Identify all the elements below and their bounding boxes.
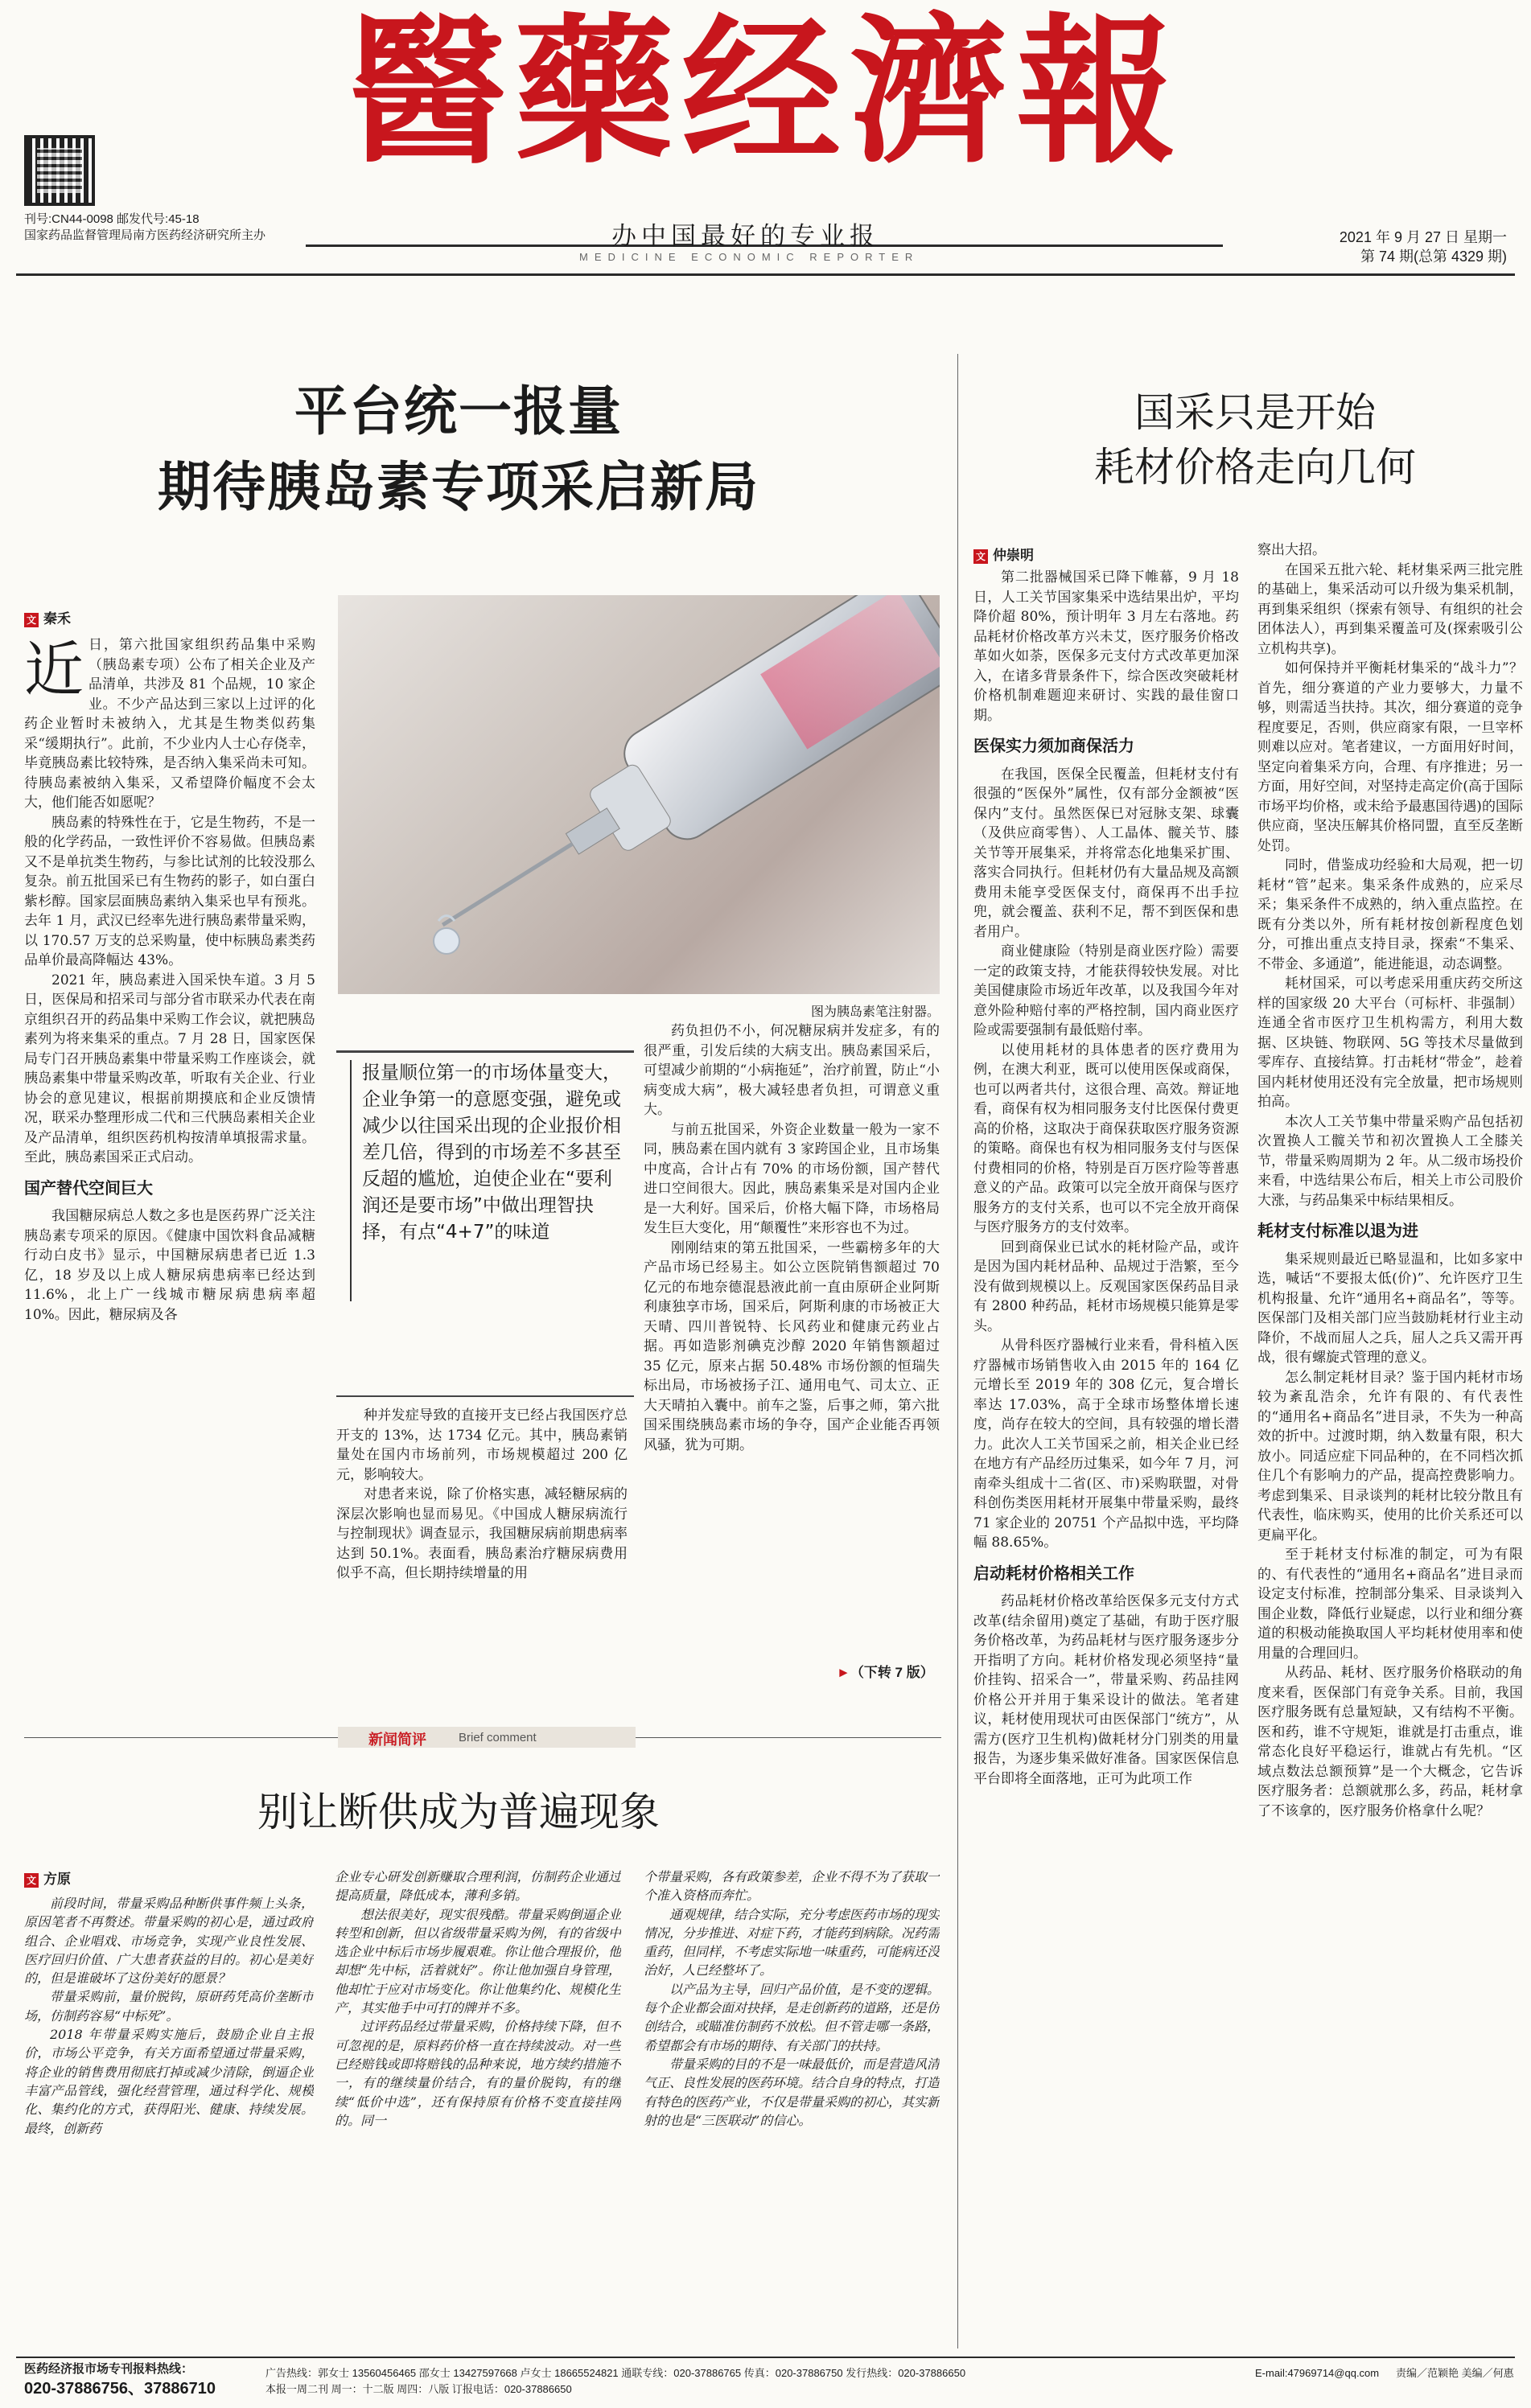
- footer-rule: [16, 2357, 1515, 2358]
- main-author: [24, 607, 71, 627]
- right-author: [973, 544, 1034, 564]
- right-column-1: [973, 568, 1239, 2345]
- section-heading: 启动耗材价格相关工作: [973, 1564, 1134, 1583]
- insulin-pen-photo: [338, 595, 940, 994]
- paragraph: 至于耗材支付标准的制定，可为有限的、有代表性的“通用名+商品名”进目录而设定支付标准，控制部分集采、目录谈判入围企业数，降低行业疑虑，以行业和细分赛道的积极动能换取国人平均耗材使用率和使用量的合理回归。: [1257, 1547, 1523, 1662]
- pullquote-side-rule: [350, 1060, 352, 1301]
- lead-character: 近: [24, 635, 84, 705]
- brief-column-2: [335, 1868, 621, 2350]
- publisher-text: 国家药品监督管理局南方医药经济研究所主办: [24, 228, 266, 242]
- main-column-3: [644, 1021, 940, 1665]
- paragraph: 药负担仍不小，何况糖尿病并发症多，有的很严重，引发后续的大病支出。胰岛素国采后，可望减少前期的“小病拖延”，治疗前置，防止“小病变成大病”，极大减轻患者负担，可谓意义重大。: [644, 1023, 940, 1118]
- paragraph: 以使用耗材的具体患者的医疗费用为例，在澳大利亚，既可以使用医保或商保，也可以两者共付，这很合理、高效。辩证地看，商保有权为相同服务支付比医保付费更高的价格，这取决于商保获取医疗服务资源的策略。商保也有权为相同服务支付与医保付费相同的价格，特别是百万医疗险等普惠意义的产品。政策可以完全放开商保与医疗服务方的支付关系，也可以不完全放开商保与医疗服务方的支付效率。: [973, 1042, 1239, 1235]
- paragraph: 过评药品经过带量采购，价格持续下降，但不可忽视的是，原料药价格一直在持续波动。对一些已经赔钱或即将赔钱的品种来说，地方续约措施不一，有的继续量价结合，有的量价脱钩，有的继续“低价中选”，还有保持原有价格不变直接挂网的。同一: [335, 2019, 621, 2128]
- paragraph: 2021 年，胰岛素进入国采快车道。3 月 5 日，医保局和招采司与部分省市联采办代表在南京组织召开的药品集中采购工作会议，就把胰岛素列为将来集采的重点。7 月 28 日，国家医保局专门召开胰岛素集中带量采购工作座谈会，就胰岛素集中带量采购改革，听取有关企业、行业协会的意见建议，根据前期摸底和企业反馈情况，联采办整理形成二代和三代胰岛素相关企业及产品清单，组织医药机构按清单填报需求量。至此，胰岛素国采正式启动。: [24, 972, 315, 1165]
- email[interactable]: E-mail:47969714@qq.com: [1255, 2367, 1380, 2379]
- paragraph: 对患者来说，除了价格实惠，减轻糖尿病的深层次影响也显而易见。《中国成人糖尿病流行与控制现状》调查显示，我国糖尿病前期患病率达到 50.1%。表面看，胰岛素治疗糖尿病费用似乎不高，但长期持续增量的用: [336, 1486, 628, 1581]
- paragraph: 从骨科医疗器械行业来看，骨科植入医疗器械市场销售收入由 2015 年的 164 亿元增长至 2019 年的 308 亿元，复合增长率达 17.03%，高于全球市场整体增长速度，尚存在较大的空间，具有较强的增长潜力。此次人工关节国采之前，相关企业已经在地方有产品经历过集采，如今年 7 月，河南牵头组成十二省(区、市)采购联盟，对骨科创伤类医用耗材开展集中带量采购，最终 71 家企业的 20751 个产品拟中选，平均降幅 88.65%。: [973, 1338, 1239, 1551]
- paragraph: 胰岛素的特殊性在于，它是生物药，不是一般的化学药品，一致性评价不容易做。但胰岛素又不是单抗类生物药，与参比试剂的比较没那么复杂。前五批国采已有生物药的影子，如白蛋白紫杉醇。国家层面胰岛素纳入集采也早有预兆。去年 1 月，武汉已经率先进行胰岛素带量采购，以 170.57 万支的总采购量，使中标胰岛素类药品单价最高降幅达 43%。: [24, 814, 315, 968]
- paragraph: 带量采购的目的不是一味最低价，而是营造风清气正、良性发展的医药环境。结合自身的特点，打造有特色的医药产业，不仅是带量采购的初心，其实新射的也是“三医联动”的信心。: [644, 2056, 940, 2128]
- paragraph: 刚刚结束的第五批国采，一些霸榜多年的大产品市场已经易主。如公立医院销售额超过 70 亿元的布地奈德混悬液此前一直由原研企业阿斯利康独享市场，国采后，阿斯利康的市场被正大天晴、四川普锐特、长风药业和健康元药业占据。再如造影剂碘克沙醇 2020 年销售额超过 35 亿元，原来占据 50.48% 市场份额的恒瑞失标出局，市场被扬子江、通用电气、司太立、正大天晴拍入囊中。前车之鉴，后事之师，第六批国采围绕胰岛素市场的争夺，国产企业能否再领风骚，犹为可期。: [644, 1239, 940, 1453]
- paragraph: 商业健康险（特别是商业医疗险）需要一定的政策支持，才能获得较快发展。对比美国健康险市场近年改革，以及我国今年对意外险种赔付率的严格控制，国内商业医疗险或需要强制有最低赔付率。: [973, 943, 1239, 1038]
- hotline-label: 医药经济报市场专刊报料热线：: [24, 2362, 194, 2376]
- paragraph: 在国采五批六轮、耗材集采两三批完胜的基础上，集采活动可以升级为集采机制，再到集采组织（探索有领导、有组织的社会团体法人），再到集采覆盖可及(探索吸引公立机构共享)。: [1257, 561, 1523, 657]
- main-column-1: [24, 635, 315, 1633]
- section-heading: 国产替代空间巨大: [24, 1179, 153, 1198]
- insulin-pen-illustration: [338, 595, 940, 994]
- photo-caption: 图为胰岛素笔注射器。: [810, 1005, 940, 1019]
- issue-number: 第 74 期(总第 4329 期): [1360, 249, 1507, 265]
- paragraph: 带量采购前，量价脱钩，原研药凭高价垄断市场，仿制药容易“中标死”。: [24, 1989, 314, 2024]
- author-name: 秦禾: [43, 611, 71, 627]
- paragraph: 集采规则最近已略显温和，比如多家中选，喊话“不要报太低(价)”、允许医疗卫生机构报量、允许“通用名+商品名”，等等。医保部门及相关部门应当鼓励耗材行业主动降价，不战而屈人之兵，屈人之兵又需开再战，很有螺旋式管理的意义。: [1257, 1251, 1523, 1366]
- slogan-en: MEDICINE ECONOMIC REPORTER: [579, 251, 920, 263]
- section-heading: 耗材支付标准以退为进: [1257, 1222, 1418, 1240]
- paragraph: 种并发症导致的直接开支已经占我国医疗总开支的 13%，达 1734 亿元。其中，胰岛素销量处在国内市场前列，市场规模超过 200 亿元，影响较大。: [336, 1407, 628, 1483]
- paragraph: 在我国，医保全民覆盖，但耗材支付有很强的“医保外”属性，仅有部分金额被“医保内”支付。虽然医保已对冠脉支架、球囊（及供应商零售）、人工晶体、髋关节、膝关节等开展集采，并将常态化地集采扩围、落实合同执行。但耗材仍有大量品规及高额费用未能享受医保支付，商保再不出手拉兜，就会覆盖、获利不足，帮不到医保和患者用户。: [973, 766, 1239, 940]
- paragraph: 以产品为主导，回归产品价值，是不变的逻辑。每个企业都会面对抉择，是走创新药的道路，还是仿创结合，或瞄准仿制药不放松。但不管走哪一条路，希望都会有市场的期待、有关部门的扶持。: [644, 1981, 940, 2053]
- pullquote-bottom-rule: [336, 1395, 634, 1397]
- brief-author: [24, 1868, 71, 1888]
- paragraph: 怎么制定耗材目录？鉴于国内耗材市场较为紊乱浩余，允许有限的、有代表性的“通用名+商品名”进目录，不失为一种高效的折中。过渡时期，纳入数量有限，积大放小。同适应症下同品种的，在不同档次抓住几个有影响力的产品，提高控费影响力。考虑到集采、目录谈判的耗材比较分散且有代表性，临床购买，使用的比价关系还可以更扁平化。: [1257, 1369, 1523, 1543]
- author-tag: 文: [973, 549, 988, 564]
- main-headline-2: 期待胰岛素专项采启新局: [158, 456, 759, 518]
- masthead-logo: 醫藥经濟報: [347, 0, 1184, 185]
- pullquote-top-rule: [336, 1050, 634, 1053]
- editors: 责编／范颖艳 美编／何惠: [1396, 2367, 1514, 2379]
- brief-label: 新闻简评: [368, 1732, 426, 1748]
- paragraph: 前段时间，带量采购品种断供事件频上头条，原因笔者不再赘述。带量采购的初心是，通过政府组合、企业唱戏、市场竞争，实现产业良性发展、医疗回归价值、广大患者获益的目的。初心是美好的，但是谁破坏了这份美好的愿景？: [24, 1896, 314, 1987]
- brief-headline: 别让断供成为普遍现象: [257, 1789, 660, 1835]
- paragraph: 通观规律，结合实际，充分考虑医药市场的现实情况，分步推进、对症下药，才能药到病除。况药需重药，但同样，不考虑实际地一味重药，可能病还没治好，人已经整坏了。: [644, 1906, 940, 1979]
- pullquote: 报量顺位第一的市场体量变大，企业争第一的意愿变强，避免或减少以往国采出现的企业报价相差几倍，得到的市场差不多甚至反超的尴尬，迫使企业在“要利润还是要市场”中做出理智抉择，有点“4+7”的味道: [362, 1062, 621, 1243]
- paragraph: 我国糖尿病总人数之多也是医药界广泛关注胰岛素专项采的原因。《健康中国饮料食品减糖行动白皮书》显示，中国糖尿病患者已近 1.3 亿，18 岁及以上成人糖尿病患病率已经达到 11.6%，北上广一线城市糖尿病患病率超 10%。因此，糖尿病及各: [24, 1208, 315, 1323]
- author-name: 方原: [43, 1872, 71, 1887]
- paragraph: 如何保持并平衡耗材集采的“战斗力”？首先，细分赛道的产业力要够大，力量不够，则需适当扶持。其次，细分赛道的竞争程度要足，否则，供应商家有限，一旦宰杯则难以应对。笔者建议，一方面用好时间，坚定向着集采方向，合理、有序推进；另一方面，用好空间，对坚持走高定价(高于国际市场平均价格，或未给予最惠国待遇)的国际供应商，坚决压解其价格同盟，直至反垄断处罚。: [1257, 660, 1523, 854]
- paragraph: 从药品、耗材、医疗服务价格联动的角度来看，医保部门有竞争关系。目前，我国医疗服务既有总量短缺，又有结构不平衡。医和药，谁不守规矩，谁就是打击重点，谁常态化良好平稳运行，谁就占有先机。“区域点数法总额预算”是一个大概念，它告诉医疗服务者：总额就那么多，药品，耗材拿了不该拿的，医疗服务价格拿什么呢？: [1257, 1665, 1523, 1819]
- print-line: 本报一周二刊 周一：十二版 周四：八版 订报电话：020-37886650: [265, 2383, 572, 2395]
- paragraph: 与前五批国采，外资企业数量一般为一家不同，胰岛素在国内就有 3 家跨国企业，且市场集中度高，合计占有 70% 的市场份额，国产替代进口空间很大。因此，胰岛素集采是对国内企业是一大利好。国采后，价格大幅下降，市场格局发生巨大变化，用“颠覆性”来形容也不为过。: [644, 1121, 940, 1236]
- main-headline-1: 平台统一报量: [294, 380, 623, 442]
- paragraph: 本次人工关节集中带量采购产品包括初次置换人工髋关节和初次置换人工全膝关节，带量采购周期为 2 年。从二级市场投价来看，中选结果公布后，相关上市公司股价大涨，与药品集采中标结果相反。: [1257, 1113, 1523, 1209]
- paragraph: 企业专心研发创新赚取合理利润，仿制药企业通过提高质量，降低成本，薄利多销。: [335, 1869, 621, 1904]
- paragraph: 个带量采购，各有政策参差，企业不得不为了获取一个准入资格而奔忙。: [644, 1869, 940, 1904]
- section-heading: 医保实力须加商保活力: [973, 738, 1134, 755]
- arrow-right-icon: ►: [837, 1665, 850, 1680]
- paragraph: 想法很美好，现实很残酷。带量采购倒逼企业转型和创新，但以省级带量采购为例，有的省级中选企业中标后市场步履艰难。你让他合理报价，他却想“先中标，活着就好”。你让他加强自身管理，他却忙于应对市场变化。你让他集约化、规模化生产，其实他手中可打的牌并不多。: [335, 1906, 621, 2016]
- author-tag: 文: [24, 1873, 39, 1888]
- author-tag: 文: [24, 613, 39, 627]
- main-column-2: [336, 1406, 628, 1679]
- issn-text: 刊号:CN44-0098 邮发代号:45-18: [24, 212, 200, 226]
- right-column-2: [1257, 540, 1523, 2342]
- paragraph: 2018 年带量采购实施后，鼓励企业自主报价，市场公平竞争，有关方面希望通过带量采购，将企业的销售费用彻底打掉或减少清除，倒逼企业丰富产品管线，强化经营管理，通过科学化、规模化、集约化的方式，获得阳光、健康、持续发展。最终，创新药: [24, 2027, 314, 2136]
- brief-label-en: Brief comment: [459, 1731, 537, 1744]
- paragraph: 察出大招。: [1257, 542, 1326, 558]
- hotline-numbers: 020-37886756、37886710: [24, 2380, 216, 2398]
- right-headline-2: 耗材价格走向几何: [1094, 444, 1416, 491]
- paragraph: 第二批器械国采已降下帷幕，9 月 18 日，人工关节国家集采中选结果出炉，平均降价超 80%，预计明年 3 月左右落地。药品耗材价格改革方兴未艾，医疗服务价格改革如火如荼，医保多元支付方式改革更加深入，在诸多背景条件下，综合医改突破耗材价格机制难题迎来研讨、实践的最佳窗口期。: [973, 569, 1239, 724]
- paragraph: 回到商保业已试水的耗材险产品，或许是因为国内耗材品种、品规过于浩繁，至今没有做到规模以上。反观国家医保药品目录有 2800 种药品，耗材市场规模只能算是零头。: [973, 1239, 1239, 1334]
- continued-text: （下转 7 版）: [850, 1665, 934, 1680]
- author-name: 仲崇明: [993, 548, 1034, 563]
- brief-column-3: [644, 1868, 940, 2350]
- column-divider: [957, 354, 958, 2348]
- right-headline-1: 国采只是开始: [1134, 389, 1376, 436]
- brief-column-1: [24, 1894, 314, 2353]
- paragraph: 耗材国采，可以考虑采用重庆药交所这样的国家级 20 大平台（可标杆、非强制）连通全省市医疗卫生机构需方，利用大数据、区块链、物联网、5G 等技术尽量做到零库存、直接结算。打击耗材“带金”，趁着国内耗材使用还没有完全放量，把市场规则拍高。: [1257, 976, 1523, 1110]
- qr-code-icon: [24, 135, 95, 206]
- header-divider: [16, 273, 1515, 276]
- paragraph: 日，第六批国家组织药品集中采购（胰岛素专项）公布了相关企业及产品清单，共涉及 81 个品规，10 家企业。不少产品达到三家以上过评的化药企业暂时未被纳入，尤其是生物类似药集采“缓期执行”。此前，不少业内人士心存侥幸，毕竟胰岛素比较特殊，是否纳入集采尚未可知。待胰岛素被纳入集采，又希望降价幅度不会太大，他们能否如愿呢？: [24, 637, 315, 811]
- date-text: 2021 年 9 月 27 日 星期一: [1339, 229, 1507, 245]
- slogan: 办中国最好的专业报: [611, 222, 879, 250]
- paragraph: 同时，借鉴成功经验和大局观，把一切耗材“管”起来。集采条件成熟的，应采尽采；集采条件不成熟的，纳入重点监控。在既有分类以外，所有耗材按创新程度色划分，可推出重点支持目录，探索“不集采、不带金、多通道”，能进能退，动态调整。: [1257, 857, 1523, 972]
- ad-line: 广告热线：郭女士 13560456465 邵女士 13427597668 卢女士 18665524821 通联专线：020-37886765 传真：020-37886750 发行热线：020-37886650: [265, 2367, 966, 2379]
- continued-link[interactable]: [837, 1661, 934, 1681]
- paragraph: 药品耗材价格改革给医保多元支付方式改革(结余留用)奠定了基础，有助于医疗服务价格改革，为药品耗材与医疗服务逐步分开指明了方向。耗材价格发现必须坚持“量价挂钩、招采合一”，带量采购、药品挂网价格公开并用于集采设计的做法。笔者建议，耗材使用现状可由医保部门“统方”，从需方(医疗卫生机构)做耗材分门别类的用量报告，为逐步集采做好准备。国家医保信息平台即将全面落地，正可为此项工作: [973, 1593, 1239, 1787]
- issue-date: [1340, 228, 1507, 266]
